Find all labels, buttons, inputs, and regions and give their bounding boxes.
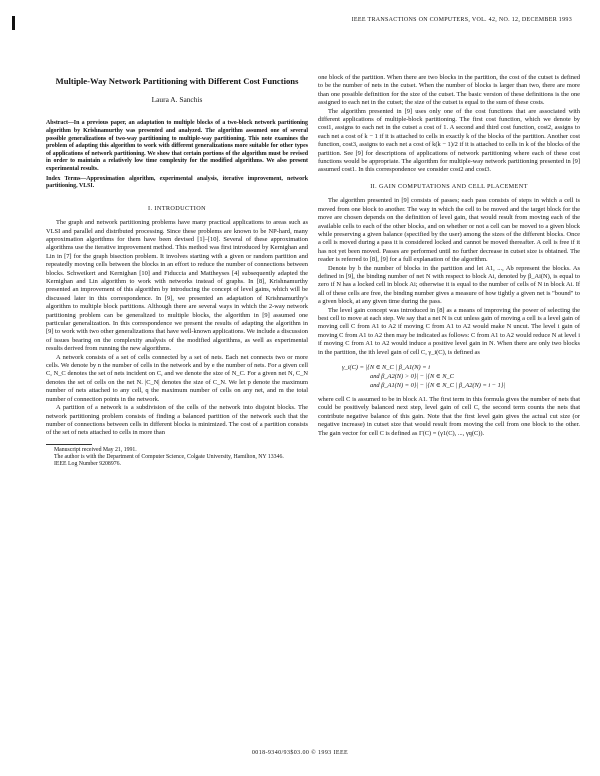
intro-paragraph-1: The graph and network partitioning problems have many practical applications to areas such as VLSI and parallel and distributed processing. Since these problems are known to be NP-hard, many approximation algorithms for them have been devised [1]–[10]. Several of these approximation algorithms use the iterative improvement method. This method was first introduced by Kernighan and Lin in [7] for the graph bisection problem. It involves starting with a given or random partition and repeatedly moving cells between the blocks in an effort to reduce the number of connections between blocks. Schweikert and Kernighan [10] and Fiduccia and Mattheyses [4] subsequently adapted the Kernighan and Lin algorithm to work with networks instead of graphs. In [8], Krishnamurthy presented an improvement of this algorithm by introducing the concept of level gains, which will be discussed later in this correspondence. In [9], we presented an adaptation of Krishnamurthy's algorithm to multiple block partitions. Although there are several ways in which the 2-way network partitioning problem can be generalized to multiple blocks, the algorithm in [9] assumed one particular generalization. In this correspondence we present the results of adapting the algorithm in [9] to work with two other generalizations that have well-known applications. We include a discussion of issues bearing on the complexity analysis of the modified algorithms, as well as experimental results derived from running the new algorithms. (46, 219, 308, 353)
left-column (46, 76, 308, 468)
level-gain-formula (342, 363, 580, 390)
right-paragraph-3: The algorithm presented in [9] consists of passes; each pass consists of steps in which a cell is moved from one block to another. The way in which the cell to be moved and the target block for the move are chosen depends on the definition of level gain, that would result from moving each of the available cells to each of the other blocks, and on whether or not a cell can be moved to a given block while preserving a given balance (specified by the user) among the sizes of the different blocks. Once a cell is moved during a pass it is considered locked and cannot be moved thereafter. A cell is free if it has not yet been moved. Passes are performed until no further decrease in cutset size is obtained. The reader is referred to [8], [9] for a full explanation of the algorithm. (318, 197, 580, 264)
intro-paragraph-2: A network consists of a set of cells connected by a set of nets. Each net connects two or more cells. We denote by n the number of cells in the network and by e the number of nets. For a given cell C, N_C denotes the set of nets incident on C, and we denote the size of N_C. For a given net N, C_N denotes the set of cells on the net N. |C_N| denotes the size of C_N. We let p denote the maximum number of nets attached to any cell, q the maximum number of cells on any net, and m the total number of connection points in the network. (46, 353, 308, 403)
footnote-received: Manuscript received May 21, 1991. (54, 446, 137, 453)
copyright-footer: 0018-9340/93$03.00 © 1993 IEEE (251, 750, 349, 756)
intro-paragraph-3: A partition of a network is a subdivision of the cells of the network into disjoint blocks. The network partitioning problem consists of finding a balanced partition of the network such that the number of connections between cells in different blocks is minimized. The cost of a partition consists of the set of nets attached to cells in more than (46, 404, 308, 437)
right-paragraph-6: where cell C is assumed to be in block A1. The first term in this formula gives the number of nets that could be positively balanced next step, level gain of cell C, the second term counts the nets that contribute negative balance of this gain. Note that the first level gain gives the actual cut size (or negative increase) in cutset size that would result from moving the cell from one block to the other. The gain vector for cell C is defined as Γ(C) = (γ1(C), ..., γq(C)). (318, 396, 580, 437)
right-paragraph-1: one block of the partition. When there are two blocks in the partition, the cost of the cutset is defined to be the number of nets in the cutset. When the number of blocks is larger than two, there are more than one possible definition for the size of the cutset. The basic version of these definitions is the one assigned to each net in the cutset; the size of the cutset is equal to the sum of these costs. (318, 74, 580, 107)
formula-line: γ_i(C) = |{N ∈ N_C | β_A1(N) = i (342, 364, 430, 371)
index-terms: Index Terms—Approximation algorithm, experimental analysis, iterative improvement, network partitioning, VLSI. (46, 175, 308, 190)
section-heading-gain-computations: II. GAIN COMPUTATIONS AND CELL PLACEMENT (370, 182, 528, 190)
formula-line: and β_A1(N) = 0}| − |{N ∈ N_C | β_A2(N) = i − 1}| (370, 382, 506, 389)
formula-line: and β_A2(N) > 0}| − |{N ∈ N_C (370, 373, 454, 380)
footnote-affiliation: The author is with the Department of Computer Science, Colgate University, Hamilton, NY 13346. (54, 453, 284, 460)
footnote-log-number: IEEE Log Number 9208976. (54, 461, 121, 468)
author-name: Laura A. Sanchis (151, 95, 203, 104)
page-corner-mark (12, 16, 15, 30)
right-paragraph-4: Denote by b the number of blocks in the partition and let A1, ..., Ab represent the blocks. As defined in [9], the binding number of net N with respect to block Ai, denoted by β_Ai(N), is equal to zero if N has a locked cell in block Ai; otherwise it is equal to the number of cells of N in block Ai. If all of these cells are free, the binding number gives a measure of how tightly a given net is "bound" to a given block, at any given time during the pass. (318, 264, 580, 306)
right-paragraph-2: The algorithm presented in [9] uses only one of the cost functions that are associated with different applications of multiple-block partitioning. The first cost function, which we denote by cost1, assigns to each net in the cutset a cost of 1. A second and third cost function, cost2, assigns to each net a cost of k − 1 if it is attached to cells in exactly k of the blocks of the partition. Another cost function, cost3, assigns to each net a cost of k(k − 1)/2 if it is attached to cells in k of the blocks of the partition. See [9] for descriptions of applications of network partitioning where each of these cost functions would be appropriate. The algorithm for multiple-way network partitioning presented in [9] assumed cost1. In this correspondence we consider cost2 and cost3. (318, 107, 580, 174)
abstract: Abstract—In a previous paper, an adaptation to multiple blocks of a two-block network partitioning algorithm by Krishnamurthy was presented and analyzed. The algorithm assumed one of several possible generalizations of two-way partitioning to multiple-way partitioning. This note examines the problem of adapting this algorithm to work with different generalizations more suitable for other types of applications of network partitioning. We show that certain portions of the algorithm must be revised in order to maintain a relatively low time complexity for the modified algorithms. We also present experimental results. (46, 120, 308, 172)
right-paragraph-5: The level gain concept was introduced in [8] as a means of improving the power of selecting the best cell to move at each step. We say that a net N is cut unless gain of moving a cell is a level gain of moving cell C from A1 to A2 if moving C from A1 to A2 would make N uncut. The level i gain of moving C from A1 to A2 then may be indicated as follows: C from A1 to A2 would reduce N at level i if moving C from A1 to A2 would induce a positive level gain in N. When there are only two blocks in the partition, the ith level gain of cell C, γ_i(C), is defined as (318, 306, 580, 356)
right-column (318, 74, 580, 438)
footnote-rule (46, 444, 92, 445)
running-header: IEEE TRANSACTIONS ON COMPUTERS, VOL. 42, NO. 12, DECEMBER 1993 (351, 17, 572, 23)
paper-title: Multiple-Way Network Partitioning with Different Cost Functions (55, 76, 299, 86)
section-heading-introduction: I. INTRODUCTION (148, 204, 206, 212)
